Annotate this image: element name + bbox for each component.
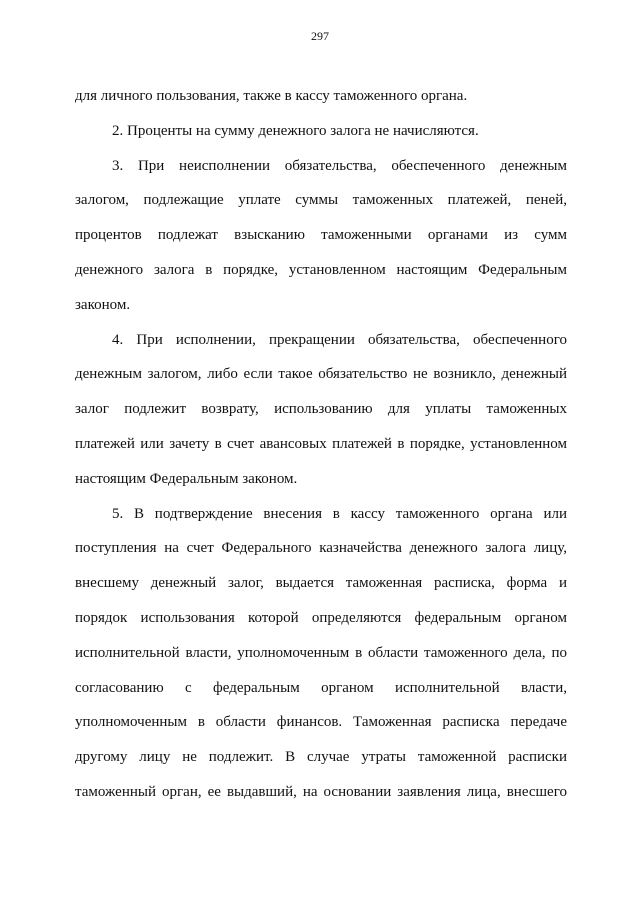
- text-line: 4. При исполнении, прекращении обязательства, обеспеченного: [112, 331, 567, 348]
- text-line: денежным залогом, либо если такое обязательство не возникло, денежный: [75, 366, 567, 383]
- document-body: [75, 82, 567, 813]
- text-line: настоящим Федеральным законом.: [75, 470, 298, 487]
- text-line: согласованию с федеральным органом исполнительной власти,: [75, 679, 567, 696]
- text-line: 3. При неисполнении обязательства, обеспеченного денежным: [112, 157, 567, 174]
- paragraph-5: [75, 500, 567, 813]
- text-line: 5. В подтверждение внесения в кассу таможенного органа или: [112, 505, 567, 522]
- paragraph-1: [75, 82, 567, 117]
- paragraph-3: [75, 152, 567, 326]
- paragraph-2: [75, 117, 567, 152]
- text-line: денежного залога в порядке, установленном настоящим Федеральным: [75, 261, 567, 278]
- text-line: 2. Проценты на сумму денежного залога не начисляются.: [112, 122, 479, 139]
- text-line: платежей или зачету в счет авансовых платежей в порядке, установленном: [75, 435, 567, 452]
- text-line: исполнительной власти, уполномоченным в области таможенного дела, по: [75, 644, 567, 661]
- text-line: уполномоченным в области финансов. Таможенная расписка передаче: [75, 714, 567, 731]
- text-line: порядок использования которой определяются федеральным органом: [75, 609, 567, 626]
- text-line: залогом, подлежащие уплате суммы таможенных платежей, пеней,: [75, 192, 567, 209]
- paragraph-4: [75, 326, 567, 500]
- text-line: внесшему денежный залог, выдается таможенная расписка, форма и: [75, 575, 567, 592]
- text-line: законом.: [75, 296, 131, 313]
- page-number: 297: [311, 29, 329, 43]
- text-line: другому лицу не подлежит. В случае утраты таможенной расписки: [75, 749, 567, 766]
- text-line: для личного пользования, также в кассу таможенного органа.: [75, 88, 468, 104]
- text-line: процентов подлежат взысканию таможенными органами из сумм: [75, 227, 567, 244]
- text-line: таможенный орган, ее выдавший, на основании заявления лица, внесшего: [75, 783, 567, 800]
- text-line: поступления на счет Федерального казначейства денежного залога лицу,: [75, 540, 567, 557]
- text-line: залог подлежит возврату, использованию для уплаты таможенных: [75, 401, 567, 418]
